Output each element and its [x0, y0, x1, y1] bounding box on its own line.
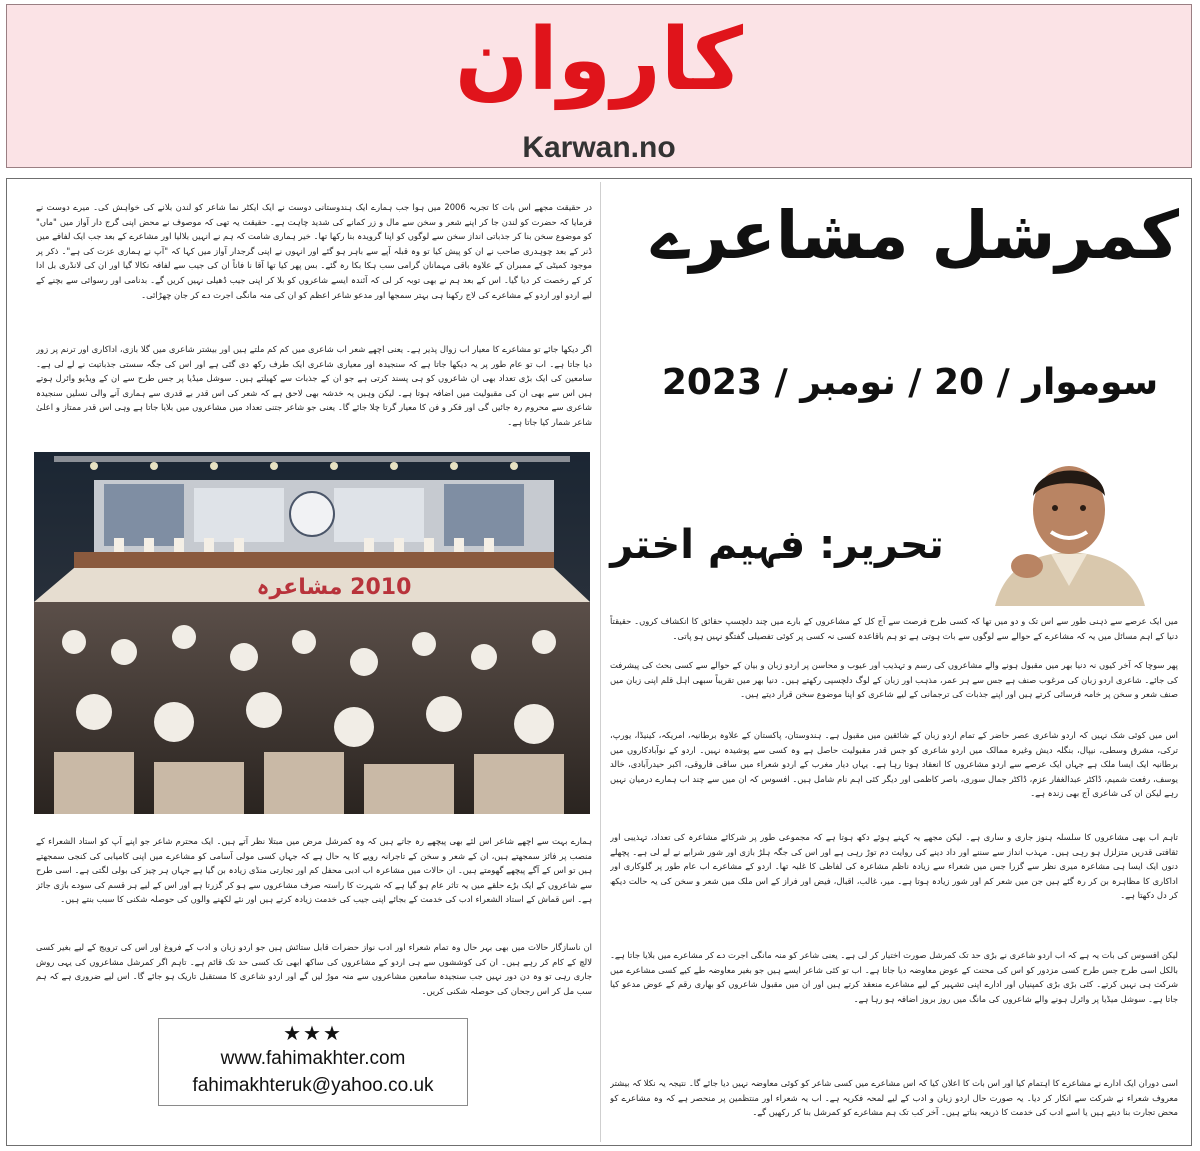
- article-paragraph: پھر سوچا کہ آخر کیوں نہ دنیا بھر میں مقبول ہونے والے مشاعروں کی رسم و تہذیب اور عیوب و محاسن پر اردو زبان و بیان کے حوالے سے کسی بحث کی پیشرفت کی جائے۔ شاعری اردو زبان کی مرغوب صنف ہے جس سے ہر عمر، مذہب اور زبان کے لوگ دلچسپی رکھتے ہیں۔ دنیا بھر میں تقریباً سبھی اہل قلم اپنی زبان میں صنف شعر و سخن پر خامہ فرسائی کرتے ہیں اور اپنے جذبات کی ترجمانی کے لیے شاعری کو اپنا موضوع سخن قرار دیتے ہیں۔: [610, 660, 1178, 700]
- photo-flower-text: 2010 مشاعرہ: [256, 575, 412, 600]
- article-paragraph: ہمارے بہت سے اچھے شاعر اس لئے بھی پیچھے رہ جاتے ہیں کہ وہ کمرشل مرض میں مبتلا نظر آتے ہیں۔ ایک محترم شاعر جو اپنے آپ کو استاد الشعراء کے منصب پر فائز سمجھتے ہیں، ان کے شعر و سخن کے تاجرانہ رویے کا یہ حال ہے کہ جہاں کسی مولی آسامی کو مشاعرے میں اپنی کامیابی کی کنجی سمجھتے ہیں تو اس کے آگے پیچھے گھومتے ہیں۔ ان حالات میں مشاعرہ اب ادبی محفل کم اور تجارتی منڈی زیادہ بن گیا ہے جہاں ہر چیز کی بولی لگتی ہے۔ اسی طرح سے شاعروں کے ایک بڑے حلقے میں یہ تاثر عام ہو گیا ہے کہ شہرت کا راستہ صرف مشاعروں سے ہو کر گزرتا ہے اور اس کے لیے ہر قسم کی سودے بازی جائز ہے۔ اس قماش کے استاد الشعراء ادب کی خدمت کے بجائے اپنی جیب کی خدمت زیادہ کرتے ہیں اور نئے لکھنے والوں کی حوصلہ شکنی کا سبب بنتے ہیں۔: [36, 836, 592, 905]
- article-paragraph: لیکن افسوس کی بات یہ ہے کہ اب اردو شاعری نے بڑی حد تک کمرشل صورت اختیار کر لی ہے۔ یعنی شاعر کو منہ مانگی اجرت دے کر مشاعرے میں بلایا جاتا ہے۔ بالکل اسی طرح جس طرح کسی مزدور کو اس کی محنت کے عوض معاوضہ دیا جاتا ہے۔ اب تو کئی شاعر ایسے ہیں جو بغیر معاوضہ طے کیے کسی مشاعرے میں شرکت ہی نہیں کرتے۔ کئی بڑی بڑی کمپنیاں اور ادارے اپنی تشہیر کے لیے مشاعرے منعقد کرتے ہیں اور ان میں مقبول شاعروں کو بھاری رقم کے عوض مدعو کیا جاتا ہے۔ سوشل میڈیا پر وائرل ہونے والے شاعروں کی مانگ میں روز بروز اضافہ ہو رہا ہے۔: [610, 950, 1178, 1004]
- logo-urdu: کاروان: [454, 10, 744, 110]
- website-link[interactable]: www.fahimakhter.com: [220, 1048, 406, 1069]
- article-paragraph: در حقیقت مجھے اس بات کا تجربہ 2006 میں ہوا جب ہمارے ایک ہندوستانی دوست نے ایک ایکٹر نما شاعر کو لندن بلانے کی خواہش کی۔ میرے دوست نے فرمایا کہ حضرت کو لندن جا کر اپنے شعر و سخن سے مال و زر کمانے کی شدید چاہت ہے۔ حقیقت یہ تھی کہ موصوف نے محض اپنی گرج دار آواز میں "ماں" کو موضوع سخن بنا کر جذباتی انداز سخن سے لوگوں کو اپنا گرویدہ بنا رکھا تھا۔ خیر ہماری شامت کہ ہم نے انہیں بلالیا اور مشاعرے کے بعد جب ایک لفافے میں ڈنر کے بعد چوہدری صاحب نے ان کو پیش کیا تو وہ قبلہ آپے سے باہر ہو گئے اور انہوں نے اپنی گرجدار آواز میں کہا کہ "آپ نے ہماری عزت کی ہے"۔ ذکر پر موجود کمیٹی کے ممبران کے علاوہ باقی مہمانان گرامی سب ہکا بکا رہ گئے۔ بس پھر کیا تھا آقا نا فاناً ان کی جیب سے لفافہ نکالا گیا اور ان کی لانڈری بل ادا کر کے رخصت کر دیا گیا۔ اس کے بعد ہم نے بھی توبہ کر لی کہ آئندہ ایسے شاعروں کو بلا کر اپنی جیب ڈھیلی نہیں کریں گے۔ بدنامی اور رسوائی سے بچنے کے لیے اردو اور اردو کے مشاعرے کی لاج رکھنا ہی بہتر سمجھا اور مدعو شاعر اعظم کو ان کی منہ مانگی اجرت دے کر جان چھڑائی۔: [36, 202, 592, 300]
- article-paragraph: اس میں کوئی شک نہیں کہ اردو شاعری عصر حاضر کے تمام اردو زبان کے شائقین میں مقبول ہے۔ ہندوستان، پاکستان کے علاوہ برطانیہ، امریکہ، کینیڈا، یورپ، ترکی، مشرق وسطی، نیپال، بنگلہ دیش وغیرہ ممالک میں اردو شاعری کو جس قدر مقبولیت حاصل ہے وہ کسی سے پوشیدہ نہیں۔ اردو کے نوآبادکاروں میں برطانیہ ایک ایسا ملک ہے جہاں ایک عرصے سے اردو مشاعروں کا انعقاد ہوتا رہا ہے۔ یہاں دیار مغرب کے اردو شعراء میں ساقی فاروقی، اکبر حیدرآبادی، خالد یوسف، رفعت شمیم، ڈاکٹر عبدالغفار عزم، ڈاکٹر جمال سوری، باصر کاظمی اور دیگر کئی اہم نام شامل ہیں۔ افسوس کہ ان میں سے چند اب ہمارے درمیان نہیں رہے لیکن ان کی شاعری آج بھی زندہ ہے۔: [610, 730, 1178, 799]
- article-title: کمرشل مشاعرے: [650, 197, 1180, 274]
- article-byline: تحریر: فہیم اختر: [610, 522, 944, 568]
- article-paragraph: میں ایک عرصے سے ذہنی طور سے اس تک و دو میں تھا کہ کسی طرح فرصت سے آج کل کے مشاعروں کے بارے میں چند دلچسپ حقائق کا انکشاف کروں۔ حقیقتاً دنیا کے اہم مسائل میں یہ کہ مشاعرے کے حوالے سے لوگوں سے بات ہوتی ہے تو ہم باقاعدہ کسی نہ کسی پر کوئی تفصیلی گفتگو نہیں ہو پاتی۔: [610, 616, 1178, 641]
- article-paragraph: تاہم اب بھی مشاعروں کا سلسلہ ہنوز جاری و ساری ہے۔ لیکن مجھے یہ کہنے ہوئے دکھ ہوتا ہے کہ مجموعی طور پر شرکائے مشاعرہ کی تعداد، تہذیبی اور ثقافتی قدریں متزلزل ہو رہی ہیں۔ مہذب انداز سے سننے اور داد دینے کی روایت دم توڑ رہی ہے اور اس کی جگہ ہلڑ بازی اور شور شرابے نے لے لی ہے۔ پچھلے دنوں ایک ایسا ہی مشاعرہ میری نظر سے گزرا جس میں شعراء سے زیادہ ناظم مشاعرہ کی لفاظی کا غلبہ تھا۔ اردو کے مشاعرے اب عام طور پر گلوکاری اور اداکاری کا مظاہرہ بن کر رہ گئے ہیں جن میں شعر کم اور شور زیادہ ہوتا ہے۔ میر، غالب، اقبال، فیض اور فراز کے اس ملک میں شعر و سخن کی یہ حالت دیکھ کر دل دکھتا ہے۔: [610, 832, 1178, 901]
- article-paragraph: اسی دوران ایک ادارے نے مشاعرے کا اہتمام کیا اور اس بات کا اعلان کیا کہ اس مشاعرے میں کسی شاعر کو کوئی معاوضہ نہیں دیا جائے گا۔ نتیجہ یہ نکلا کہ بیشتر معروف شعراء نے شرکت سے انکار کر دیا۔ یہ صورت حال اردو زبان و ادب کے لیے لمحہ فکریہ ہے۔ اب یہ شعراء اور منتظمین پر منحصر ہے کہ وہ مشاعرے کو محض تجارت بنا دیتے ہیں یا اسے ادب کی خدمت کا ذریعہ بناتے ہیں۔ آخر کب تک ہم مشاعرے کو کمرشل بنا کر رکھیں گے۔: [610, 1078, 1178, 1118]
- email-link[interactable]: fahimakhteruk@yahoo.co.uk: [192, 1075, 434, 1096]
- stars-rating: ★★★: [283, 1023, 343, 1045]
- contact-box: [158, 1018, 468, 1106]
- article-paragraph: ان ناسازگار حالات میں بھی بہر حال وہ تمام شعراء اور ادب نواز حضرات قابل ستائش ہیں جو اردو زبان و ادب کے فروغ اور اس کی ترویج کے لیے بغیر کسی لالچ کے کام کر رہے ہیں۔ ان کی کوششوں سے ہی اردو کے مشاعروں کی ساکھ ابھی تک کسی حد تک قائم ہے۔ تاہم اگر کمرشل مشاعروں کی یہی روش جاری رہی تو وہ دن دور نہیں جب سنجیدہ سامعین مشاعروں سے منہ موڑ لیں گے اور اردو شاعری کا مستقبل تاریک ہو جائے گا۔ اس لیے ضروری ہے کہ ہم سب مل کر اس رجحان کی حوصلہ شکنی کریں۔: [36, 942, 592, 996]
- logo-english: Karwan.no: [522, 131, 676, 164]
- article-paragraph: اگر دیکھا جائے تو مشاعرے کا معیار اب زوال پذیر ہے۔ یعنی اچھے شعر اب شاعری میں کم کم ملتے ہیں اور بیشتر شاعری میں گلا بازی، اداکاری اور ترنم پر زور دیا جاتا ہے۔ اب تو عام طور پر یہ دیکھا جاتا ہے کہ سنجیدہ اور معیاری شاعری ایک طرف رکھ دی گئی ہے اور اس کی جگہ سستی جذباتیت نے لے لی ہے۔ سامعین کی ایک بڑی تعداد بھی ان شاعروں کو ہی پسند کرتی ہے جو ان کے جذبات سے کھیلتے ہیں۔ سوشل میڈیا پر جس طرح سے ان کے ویڈیو وائرل ہوتے ہیں اس سے بھی ان کی مقبولیت میں اضافہ ہوتا ہے۔ لیکن وہیں یہ خدشہ بھی لاحق ہے کہ شعر کی اس قدر بے قدری سے ہماری آنے والی نسلیں سنجیدہ شاعری سے محروم رہ جائیں گی اور فکر و فن کا معیار گرتا چلا جائے گا۔ یعنی جو شاعر جتنی تعداد میں مشاعروں میں بلایا جاتا ہے وہی اس قدر ممتاز و اعلیٰ شاعر شمار کیا جاتا ہے۔: [36, 344, 592, 427]
- author-portrait: [955, 436, 1183, 606]
- mushaira-event-photo: [34, 452, 590, 814]
- masthead: [6, 4, 1192, 168]
- article-date: سوموار / 20 / نومبر / 2023: [661, 362, 1159, 403]
- column-divider: [600, 182, 601, 1142]
